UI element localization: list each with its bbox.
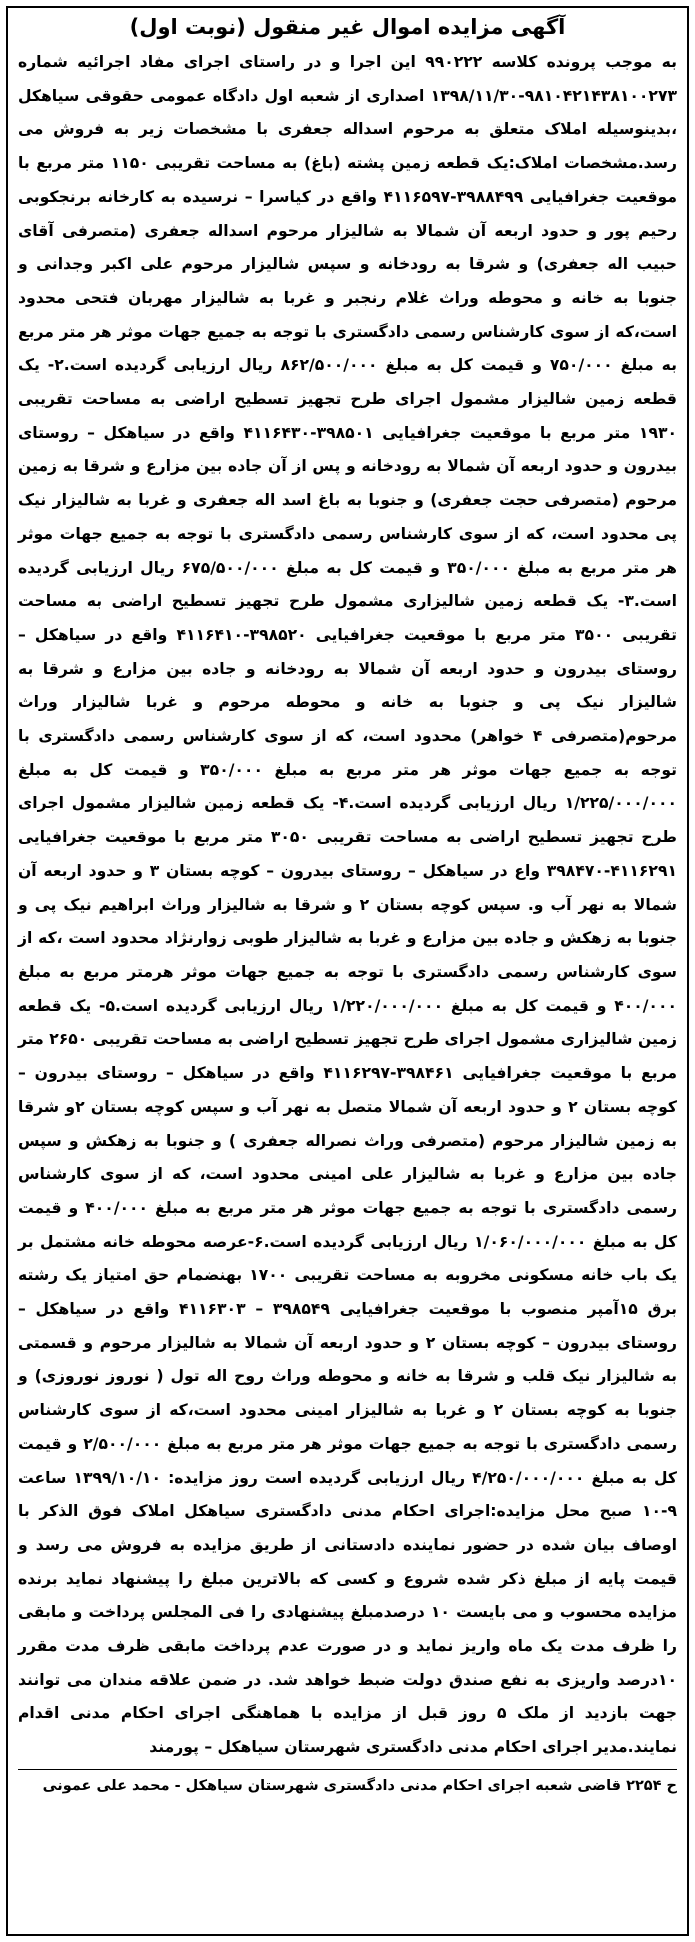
- notice-body: به موجب پرونده کلاسه ۹۹۰۲۲۲ این اجرا و در راستای اجرای مفاد اجرائیه شماره ۹۸۱۰۴۲۱۴۳۸۱۰۰۲۷۳-۱۳۹۸/۱۱/۳۰ اصداری از شعبه اول دادگاه عمومی حقوقی سیاهکل ،بدینوسیله املاک متعلق به مرحوم اسداله جعفری با مشخصات زیر به فروش می رسد.مشخصات املاک:یک قطعه زمین پشته (باغ) به مساحت تقریبی ۱۱۵۰ متر مربع با موقعیت جغرافیایی ۳۹۸۸۴۹۹-۴۱۱۶۵۹۷ واقع در کیاسرا – نرسیده به کارخانه برنجکوبی رحیم پور و حدود اربعه آن شمالا به شالیزار مرحوم اسداله جعفری (متصرفی آقای حبیب اله جعفری) و شرقا به رودخانه و سپس شالیزار مرحوم علی اکبر وجدانی و جنوبا به خانه و محوطه وراث غلام رنجبر و غربا به شالیزار مهربان فتحی محدود است،که از سوی کارشناس رسمی دادگستری با توجه به جمیع جهات موثر هر متر مربع به مبلغ ۷۵۰/۰۰۰ و قیمت کل به مبلغ ۸۶۲/۵۰۰/۰۰۰ ریال ارزیابی گردیده است.۲- یک قطعه زمین شالیزار مشمول اجرای طرح تجهیز تسطیح اراضی به مساحت تقریبی ۱۹۳۰ متر مربع با موقعیت جغرافیایی ۳۹۸۵۰۱-۴۱۱۶۴۳۰ واقع در سیاهکل – روستای بیدرون و حدود اربعه آن شمالا به رودخانه و پس از آن جاده بین مزارع و شرقا به زمین مرحوم (متصرفی حجت جعفری) و جنوبا به باغ اسد اله جعفری و غربا به شالیزار نیک پی محدود است، که از سوی کارشناس رسمی دادگستری با توجه به جمیع جهات موثر هر متر مربع به مبلغ ۳۵۰/۰۰۰ و قیمت کل به مبلغ ۶۷۵/۵۰۰/۰۰۰ ریال ارزیابی گردیده است.۳- یک قطعه زمین شالیزاری مشمول طرح تجهیز تسطیح اراضی به مساحت تقریبی ۳۵۰۰ متر مربع با موقعیت جغرافیایی ۳۹۸۵۲۰-۴۱۱۶۴۱۰ واقع در سیاهکل – روستای بیدرون و حدود اربعه آن شمالا به رودخانه و جاده بین مزارع و شرقا به شالیزار نیک پی و جنوبا به خانه و محوطه مرحوم و غربا شالیزار وراث مرحوم(متصرفی ۴ خواهر) محدود است، که از سوی کارشناس رسمی دادگستری با توجه به جمیع جهات موثر هر متر مربع به مبلغ ۳۵۰/۰۰۰ و قیمت کل به مبلغ ۱/۲۲۵/۰۰۰/۰۰۰ ریال ارزیابی گردیده است.۴- یک قطعه زمین شالیزار مشمول اجرای طرح تجهیز تسطیح اراضی به مساحت تقریبی ۳۰۵۰ متر مربع با موقعیت جغرافیایی ۴۱۱۶۲۹۱-۳۹۸۴۷۰ واع در سیاهکل – روستای بیدرون – کوچه بستان ۳ و حدود اربعه آن شمالا به نهر آب و. سپس کوچه بستان ۲ و شرقا به شالیزار وراث ابراهیم نیک پی و جنوبا به زهکش و جاده بین مزارع و غربا به شالیزار طوبی زوارنژاد محدود است ،که از سوی کارشناس رسمی دادگستری با توجه به جمیع جهات موثر هرمتر مربع به مبلغ ۴۰۰/۰۰۰ و قیمت کل به مبلغ ۱/۲۲۰/۰۰۰/۰۰۰ ریال ارزیابی گردیده است.۵- یک قطعه زمین شالیزاری مشمول اجرای طرح تجهیز تسطیح اراضی به مساحت تقریبی ۲۶۵۰ متر مربع با موقعیت جغرافیایی ۳۹۸۴۶۱-۴۱۱۶۲۹۷ واقع در سیاهکل – روستای بیدرون – کوچه بستان ۲ و حدود اربعه آن شمالا متصل به نهر آب و سپس کوچه بستان ۲و شرقا به زمین شالیزار مرحوم (متصرفی وراث نصراله جعفری ) و جنوبا به زهکش و سپس جاده بین مزارع و غربا به شالیزار علی امینی محدود است، که از سوی کارشناس رسمی دادگستری با توجه به جمیع جهات موثر هر متر مربع به مبلغ ۴۰۰/۰۰۰ و قیمت کل به مبلغ ۱/۰۶۰/۰۰۰/۰۰۰ ریال ارزیابی گردیده است.۶-عرصه محوطه خانه مشتمل بر یک باب خانه مسکونی مخروبه به مساحت تقریبی ۱۷۰۰ بهنضمام حق امتیاز یک رشته برق ۱۵آمپر منصوب با موقعیت جغرافیایی ۳۹۸۵۴۹ – ۴۱۱۶۳۰۳ واقع در سیاهکل – روستای بیدرون – کوچه بستان ۲ و حدود اربعه آن شمالا به شالیزار مرحوم و قسمتی به شالیزار نیک قلب و شرقا به خانه و محوطه وراث روح اله تول ( نوروز نوروزی) و جنوبا به کوچه بستان ۲ و غربا به شالیزار امینی محدود است،که از سوی کارشناس رسمی دادگستری با توجه به جمیع جهات موثر هر متر مربع به مبلغ ۲/۵۰۰/۰۰۰ و قیمت کل به مبلغ ۴/۲۵۰/۰۰۰/۰۰۰ ریال ارزیابی گردیده است روز مزایده: ۱۳۹۹/۱۰/۱۰ ساعت ۹-۱۰ صبح محل مزایده:اجرای احکام مدنی دادگستری سیاهکل املاک فوق الذکر با اوصاف بیان شده در حضور نماینده دادستانی از طریق مزایده به فروش می رسد و قیمت پایه از مبلغ ذکر شده شروع و کسی که بالاترین مبلغ را پیشنهاد نماید برنده مزایده محسوب و می بایست ۱۰ درصدمبلغ پیشنهادی را فی المجلس پرداخت و مابقی را ظرف مدت یک ماه واریز نماید و در صورت عدم پرداخت مابقی ظرف مدت مقرر ۱۰درصد واریزی به نفع صندق دولت ضبط خواهد شد. در ضمن علاقه مندان می توانند جهت بازدید از ملک ۵ روز قبل از مزایده با هماهنگی اجرای احکام مدنی اقدام نمایند.مدیر اجرای احکام مدنی دادگستری شهرستان سیاهکل – پورمند: [18, 53, 678, 1757]
- footer-divider: [18, 1769, 677, 1770]
- notice-title: آگهی مزایده اموال غیر منقول (نوبت اول): [129, 15, 566, 39]
- notice-footer: ح ۲۲۵۴ قاضی شعبه اجرای احکام مدنی دادگستری شهرستان سیاهکل - محمد علی عمونی: [42, 1777, 677, 1794]
- notice-frame: [6, 6, 689, 1936]
